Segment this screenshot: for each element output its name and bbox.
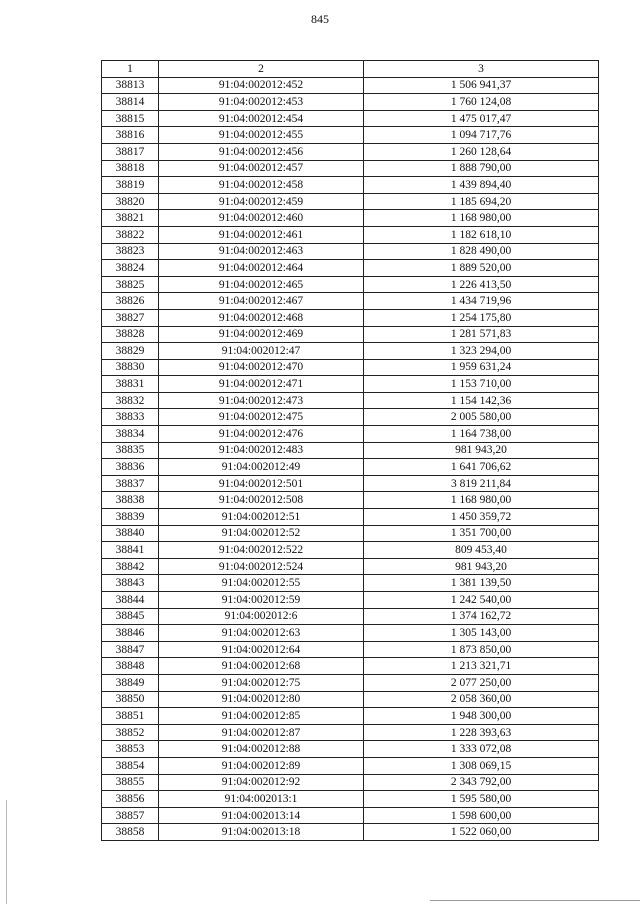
cadastral-value-cell: 1 168 980,00 (364, 492, 599, 509)
cadastral-value-cell: 1 168 980,00 (364, 210, 599, 227)
row-number-cell: 38845 (102, 608, 159, 625)
row-number-cell: 38833 (102, 409, 159, 426)
cadastral-value-cell: 1 154 142,36 (364, 392, 599, 409)
cadastral-number-cell: 91:04:002012:473 (159, 392, 364, 409)
table-header-row (102, 61, 599, 78)
cadastral-value-cell: 1 308 069,15 (364, 757, 599, 774)
cadastral-value-cell: 1 475 017,47 (364, 110, 599, 127)
row-number-cell: 38851 (102, 708, 159, 725)
cadastral-value-cell: 1 434 719,96 (364, 293, 599, 310)
scan-bottom-line (430, 900, 640, 901)
cadastral-number-cell: 91:04:002012:6 (159, 608, 364, 625)
table-row (102, 392, 599, 409)
cadastral-value-cell: 981 943,20 (364, 558, 599, 575)
cadastral-number-cell: 91:04:002012:47 (159, 343, 364, 360)
row-number-cell: 38816 (102, 127, 159, 144)
row-number-cell: 38858 (102, 824, 159, 841)
row-number-cell: 38817 (102, 143, 159, 160)
cadastral-number-cell: 91:04:002012:467 (159, 293, 364, 310)
cadastral-number-cell: 91:04:002012:52 (159, 525, 364, 542)
table-row (102, 807, 599, 824)
table-row (102, 94, 599, 111)
table-row (102, 343, 599, 360)
cadastral-value-cell: 1 948 300,00 (364, 708, 599, 725)
row-number-cell: 38830 (102, 359, 159, 376)
cadastral-number-cell: 91:04:002012:63 (159, 625, 364, 642)
table-row (102, 608, 599, 625)
table-row (102, 426, 599, 443)
cadastral-value-cell: 1 323 294,00 (364, 343, 599, 360)
table-row (102, 359, 599, 376)
cadastral-value-cell: 1 381 139,50 (364, 575, 599, 592)
table-row (102, 243, 599, 260)
cadastral-value-cell: 3 819 211,84 (364, 475, 599, 492)
cadastral-value-cell: 1 305 143,00 (364, 625, 599, 642)
table-row (102, 193, 599, 210)
row-number-cell: 38848 (102, 658, 159, 675)
table-row (102, 592, 599, 609)
table-row (102, 459, 599, 476)
cadastral-number-cell: 91:04:002012:508 (159, 492, 364, 509)
cadastral-value-cell: 1 242 540,00 (364, 592, 599, 609)
row-number-cell: 38834 (102, 426, 159, 443)
row-number-cell: 38835 (102, 442, 159, 459)
table-row (102, 691, 599, 708)
cadastral-number-cell: 91:04:002012:463 (159, 243, 364, 260)
cadastral-value-cell: 1 228 393,63 (364, 724, 599, 741)
table-row (102, 641, 599, 658)
table-row (102, 226, 599, 243)
cadastral-value-cell: 1 873 850,00 (364, 641, 599, 658)
row-number-cell: 38815 (102, 110, 159, 127)
cadastral-value-cell: 1 374 162,72 (364, 608, 599, 625)
cadastral-number-cell: 91:04:002012:457 (159, 160, 364, 177)
cadastral-value-cell: 1 254 175,80 (364, 309, 599, 326)
table-row (102, 625, 599, 642)
table-row (102, 127, 599, 144)
cadastral-value-cell: 1 164 738,00 (364, 426, 599, 443)
cadastral-number-cell: 91:04:002012:461 (159, 226, 364, 243)
row-number-cell: 38819 (102, 177, 159, 194)
cadastral-value-cell: 1 959 631,24 (364, 359, 599, 376)
cadastral-number-cell: 91:04:002012:464 (159, 260, 364, 277)
cadastral-number-cell: 91:04:002012:75 (159, 674, 364, 691)
table-row (102, 210, 599, 227)
cadastral-number-cell: 91:04:002012:452 (159, 77, 364, 94)
column-header-value: 3 (364, 61, 599, 78)
cadastral-value-cell: 1 182 618,10 (364, 226, 599, 243)
table-row (102, 143, 599, 160)
row-number-cell: 38813 (102, 77, 159, 94)
scan-margin-line (6, 800, 7, 904)
cadastral-number-cell: 91:04:002012:87 (159, 724, 364, 741)
row-number-cell: 38843 (102, 575, 159, 592)
cadastral-value-cell: 1 213 321,71 (364, 658, 599, 675)
table-row (102, 708, 599, 725)
cadastral-value-cell: 1 260 128,64 (364, 143, 599, 160)
table-row (102, 542, 599, 559)
cadastral-number-cell: 91:04:002012:469 (159, 326, 364, 343)
row-number-cell: 38846 (102, 625, 159, 642)
row-number-cell: 38826 (102, 293, 159, 310)
cadastral-number-cell: 91:04:002012:85 (159, 708, 364, 725)
row-number-cell: 38825 (102, 276, 159, 293)
row-number-cell: 38840 (102, 525, 159, 542)
table-body (102, 77, 599, 840)
table-row (102, 674, 599, 691)
row-number-cell: 38828 (102, 326, 159, 343)
cadastral-number-cell: 91:04:002012:459 (159, 193, 364, 210)
row-number-cell: 38836 (102, 459, 159, 476)
cadastral-value-cell: 1 094 717,76 (364, 127, 599, 144)
table-row (102, 160, 599, 177)
row-number-cell: 38829 (102, 343, 159, 360)
cadastral-value-cell: 1 595 580,00 (364, 791, 599, 808)
table-row (102, 326, 599, 343)
cadastral-number-cell: 91:04:002012:458 (159, 177, 364, 194)
cadastral-value-cell: 1 522 060,00 (364, 824, 599, 841)
cadastral-number-cell: 91:04:002012:476 (159, 426, 364, 443)
table-row (102, 525, 599, 542)
row-number-cell: 38856 (102, 791, 159, 808)
row-number-cell: 38850 (102, 691, 159, 708)
row-number-cell: 38822 (102, 226, 159, 243)
cadastral-number-cell: 91:04:002012:456 (159, 143, 364, 160)
cadastral-value-cell: 1 281 571,83 (364, 326, 599, 343)
cadastral-value-cell: 2 343 792,00 (364, 774, 599, 791)
row-number-cell: 38837 (102, 475, 159, 492)
row-number-cell: 38832 (102, 392, 159, 409)
page-number: 845 (311, 12, 329, 26)
row-number-cell: 38820 (102, 193, 159, 210)
row-number-cell: 38814 (102, 94, 159, 111)
cadastral-value-cell: 1 641 706,62 (364, 459, 599, 476)
cadastral-value-cell: 2 077 250,00 (364, 674, 599, 691)
cadastral-value-cell: 981 943,20 (364, 442, 599, 459)
table-row (102, 276, 599, 293)
cadastral-value-cell: 1 351 700,00 (364, 525, 599, 542)
cadastral-number-cell: 91:04:002012:471 (159, 376, 364, 393)
table-row (102, 824, 599, 841)
table-row (102, 475, 599, 492)
cadastral-number-cell: 91:04:002012:64 (159, 641, 364, 658)
cadastral-number-cell: 91:04:002012:88 (159, 741, 364, 758)
row-number-cell: 38849 (102, 674, 159, 691)
cadastral-number-cell: 91:04:002012:80 (159, 691, 364, 708)
cadastral-number-cell: 91:04:002012:475 (159, 409, 364, 426)
row-number-cell: 38842 (102, 558, 159, 575)
row-number-cell: 38821 (102, 210, 159, 227)
table-row (102, 110, 599, 127)
table-row (102, 575, 599, 592)
table-row (102, 757, 599, 774)
cadastral-number-cell: 91:04:002012:49 (159, 459, 364, 476)
cadastral-value-cell: 1 226 413,50 (364, 276, 599, 293)
cadastral-number-cell: 91:04:002012:483 (159, 442, 364, 459)
table-row (102, 77, 599, 94)
row-number-cell: 38839 (102, 509, 159, 526)
cadastral-value-cell: 1 185 694,20 (364, 193, 599, 210)
table-row (102, 558, 599, 575)
table-row (102, 658, 599, 675)
cadastral-number-cell: 91:04:002012:453 (159, 94, 364, 111)
cadastral-value-cell: 2 005 580,00 (364, 409, 599, 426)
cadastral-value-cell: 1 760 124,08 (364, 94, 599, 111)
cadastral-number-cell: 91:04:002012:470 (159, 359, 364, 376)
cadastral-number-cell: 91:04:002012:89 (159, 757, 364, 774)
cadastral-value-cell: 2 058 360,00 (364, 691, 599, 708)
cadastral-number-cell: 91:04:002012:455 (159, 127, 364, 144)
cadastral-number-cell: 91:04:002012:524 (159, 558, 364, 575)
cadastral-number-cell: 91:04:002012:501 (159, 475, 364, 492)
cadastral-value-cell: 1 439 894,40 (364, 177, 599, 194)
cadastral-value-cell: 1 333 072,08 (364, 741, 599, 758)
cadastral-number-cell: 91:04:002013:14 (159, 807, 364, 824)
cadastral-value-cell: 1 828 490,00 (364, 243, 599, 260)
row-number-cell: 38855 (102, 774, 159, 791)
cadastral-value-cell: 1 153 710,00 (364, 376, 599, 393)
cadastral-number-cell: 91:04:002012:92 (159, 774, 364, 791)
table-row (102, 409, 599, 426)
cadastral-value-cell: 1 506 941,37 (364, 77, 599, 94)
table-row (102, 791, 599, 808)
cadastral-number-cell: 91:04:002012:51 (159, 509, 364, 526)
table-row (102, 509, 599, 526)
cadastral-value-cell: 1 598 600,00 (364, 807, 599, 824)
table-row (102, 492, 599, 509)
row-number-cell: 38824 (102, 260, 159, 277)
cadastral-number-cell: 91:04:002012:68 (159, 658, 364, 675)
table-row (102, 177, 599, 194)
cadastral-value-cell: 1 450 359,72 (364, 509, 599, 526)
table-row (102, 293, 599, 310)
cadastral-number-cell: 91:04:002013:1 (159, 791, 364, 808)
table-row (102, 741, 599, 758)
table-row (102, 774, 599, 791)
row-number-cell: 38854 (102, 757, 159, 774)
cadastral-number-cell: 91:04:002012:55 (159, 575, 364, 592)
row-number-cell: 38841 (102, 542, 159, 559)
cadastral-number-cell: 91:04:002012:465 (159, 276, 364, 293)
column-header-cadastral-number: 2 (159, 61, 364, 78)
row-number-cell: 38847 (102, 641, 159, 658)
cadastral-value-cell: 1 888 790,00 (364, 160, 599, 177)
cadastral-number-cell: 91:04:002012:59 (159, 592, 364, 609)
table-row (102, 260, 599, 277)
row-number-cell: 38857 (102, 807, 159, 824)
row-number-cell: 38838 (102, 492, 159, 509)
table-row (102, 442, 599, 459)
row-number-cell: 38831 (102, 376, 159, 393)
row-number-cell: 38818 (102, 160, 159, 177)
table-row (102, 309, 599, 326)
column-header-number: 1 (102, 61, 159, 78)
cadastral-number-cell: 91:04:002012:522 (159, 542, 364, 559)
row-number-cell: 38852 (102, 724, 159, 741)
cadastral-number-cell: 91:04:002012:454 (159, 110, 364, 127)
cadastral-value-cell: 1 889 520,00 (364, 260, 599, 277)
cadastral-number-cell: 91:04:002012:468 (159, 309, 364, 326)
row-number-cell: 38844 (102, 592, 159, 609)
cadastral-number-cell: 91:04:002012:460 (159, 210, 364, 227)
table-row (102, 376, 599, 393)
table-row (102, 724, 599, 741)
cadastral-value-cell: 809 453,40 (364, 542, 599, 559)
row-number-cell: 38823 (102, 243, 159, 260)
cadastral-number-cell: 91:04:002013:18 (159, 824, 364, 841)
row-number-cell: 38827 (102, 309, 159, 326)
cadastral-value-table (101, 60, 599, 841)
row-number-cell: 38853 (102, 741, 159, 758)
